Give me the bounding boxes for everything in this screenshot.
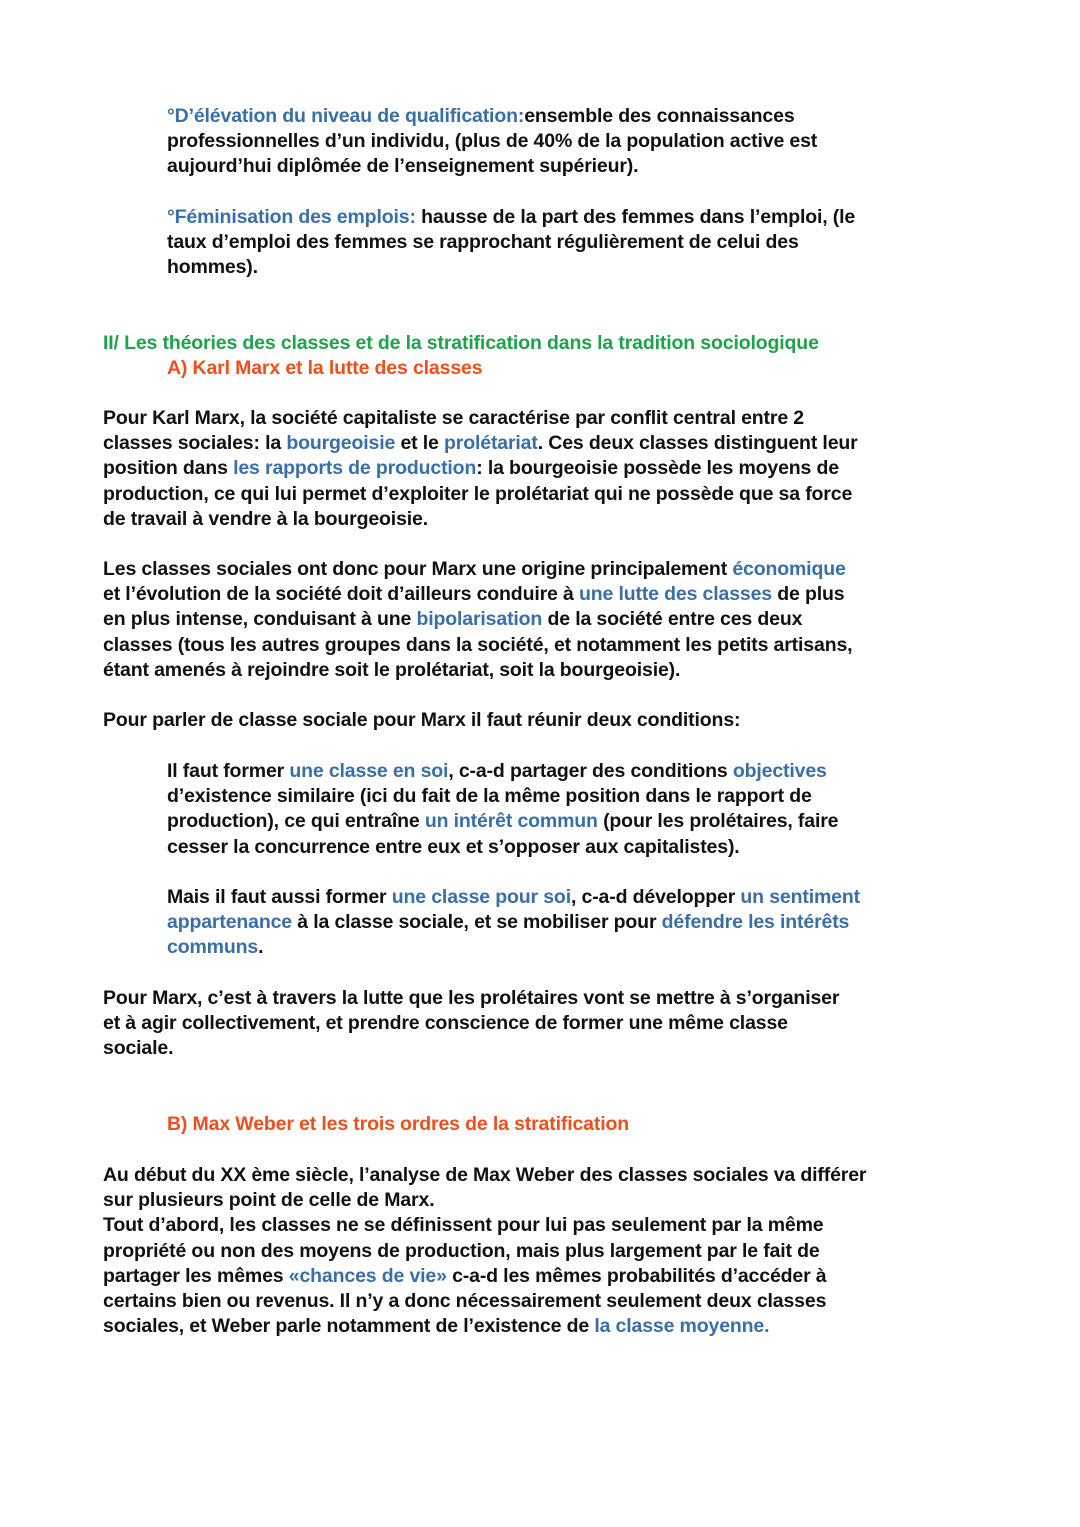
condition-classe-pour-soi	[167, 885, 860, 961]
text-line	[103, 456, 858, 481]
highlighted-term: la classe moyenne.	[594, 1315, 770, 1338]
highlighted-term: prolétariat	[444, 432, 538, 455]
text-segment: production), ce qui entraîne	[167, 810, 425, 833]
text-segment: Mais il faut aussi former	[167, 886, 392, 908]
text-line	[167, 356, 482, 381]
text-line	[167, 910, 860, 935]
text-line	[103, 406, 858, 431]
text-segment: taux d’emploi des femmes se rapprochant régulièrement de celui des	[167, 231, 799, 254]
text-line	[103, 1036, 839, 1061]
text-segment: hausse de la part des femmes dans l’emploi, (le	[415, 206, 856, 228]
text-line	[167, 835, 838, 860]
text-line	[167, 1112, 629, 1137]
text-segment: certains bien ou revenus. Il n’y a donc nécessairement seulement deux classes	[103, 1289, 827, 1312]
text-segment: Pour Karl Marx, la société capitaliste se caractérise par conflit central entre 2	[103, 407, 805, 429]
text-segment: sociale.	[103, 1037, 174, 1060]
highlighted-term: une classe pour soi	[391, 886, 571, 908]
text-line	[167, 205, 855, 230]
highlighted-term: objectives	[732, 760, 827, 782]
text-line	[103, 1289, 866, 1314]
text-segment: Il faut former	[167, 760, 290, 782]
text-segment: ensemble des connaissances	[524, 105, 795, 127]
text-segment: hommes).	[167, 256, 258, 279]
text-segment: sur plusieurs point de celle de Marx.	[103, 1189, 435, 1212]
text-line	[103, 1163, 866, 1188]
text-segment: de travail à vendre à la bourgeoisie.	[103, 507, 428, 530]
highlighted-term: les rapports de production	[233, 457, 477, 480]
text-segment: , c-a-d développer	[570, 886, 741, 908]
text-line	[167, 759, 838, 784]
text-segment: classes sociales: la	[103, 432, 287, 455]
highlighted-term: économique	[732, 558, 846, 580]
highlighted-term: un sentiment	[740, 886, 860, 908]
paragraph-marx-origin	[103, 557, 852, 683]
text-line	[167, 935, 860, 960]
text-line	[167, 784, 838, 809]
highlighted-term: °Féminisation des emplois:	[167, 206, 416, 228]
text-segment: aujourd’hui diplômée de l’enseignement supérieur).	[167, 155, 639, 178]
text-line	[103, 708, 740, 733]
text-line	[103, 1011, 839, 1036]
text-segment: à la classe sociale, et se mobiliser pour	[292, 911, 662, 934]
text-line	[167, 154, 817, 179]
text-segment: c-a-d les mêmes probabilités d’accéder à	[446, 1264, 827, 1287]
text-segment: professionnelles d’un individu, (plus de 40% de la population active est	[167, 130, 818, 153]
text-segment: . Ces deux classes distinguent leur	[537, 432, 858, 455]
highlighted-term: II/ Les théories des classes et de la stratification dans la tradition sociologique	[103, 332, 819, 354]
text-line	[103, 1239, 866, 1264]
highlighted-term: bourgeoisie	[286, 432, 396, 455]
text-line	[103, 658, 852, 683]
text-line	[167, 255, 855, 280]
text-segment: position dans	[103, 457, 234, 480]
text-segment: et l’évolution de la société doit d’ailleurs conduire à	[103, 583, 579, 606]
text-segment: : la bourgeoisie possède les moyens de	[476, 457, 839, 480]
highlighted-term: °D’élévation du niveau de qualification:	[167, 105, 525, 127]
bullet-qualification	[167, 104, 817, 180]
highlighted-term: appartenance	[167, 911, 292, 934]
bullet-feminisation	[167, 205, 855, 281]
highlighted-term: une lutte des classes	[578, 583, 772, 606]
text-line	[103, 607, 852, 632]
text-segment: Pour Marx, c’est à travers la lutte que les prolétaires vont se mettre à s’organiser	[103, 987, 840, 1009]
subheading-b	[167, 1112, 629, 1137]
text-segment: d’existence similaire (ici du fait de la même position dans le rapport de	[167, 785, 812, 808]
text-segment: propriété ou non des moyens de production, mais plus largement par le fait de	[103, 1239, 820, 1262]
text-line	[103, 431, 858, 456]
paragraph-marx-intro	[103, 406, 858, 532]
text-line	[167, 885, 860, 910]
highlighted-term: «chances de vie»	[288, 1264, 447, 1287]
text-segment: cesser la concurrence entre eux et s’opposer aux capitalistes).	[167, 835, 740, 858]
highlighted-term: un intérêt commun	[424, 810, 598, 833]
subheading-a	[167, 356, 482, 381]
text-line	[103, 1213, 866, 1238]
text-line	[167, 129, 817, 154]
text-line	[167, 230, 855, 255]
highlighted-term: B) Max Weber et les trois ordres de la stratification	[167, 1113, 629, 1135]
highlighted-term: défendre les intérêts	[661, 911, 850, 934]
text-segment: Les classes sociales ont donc pour Marx une origine principalement	[103, 558, 733, 580]
text-line	[103, 331, 819, 356]
text-line	[103, 986, 839, 1011]
text-segment: .	[258, 936, 264, 959]
text-segment: en plus intense, conduisant à une	[103, 608, 417, 631]
paragraph-marx-lutte	[103, 986, 839, 1062]
text-segment: et le	[395, 432, 445, 455]
text-segment: production, ce qui lui permet d’exploiter le prolétariat qui ne possède que sa force	[103, 482, 853, 505]
text-segment: partager les mêmes	[103, 1264, 289, 1287]
text-line	[103, 507, 858, 532]
condition-classe-en-soi	[167, 759, 838, 860]
text-line	[103, 1264, 866, 1289]
text-segment: Au début du XX ème siècle, l’analyse de Max Weber des classes sociales va différer	[103, 1164, 867, 1186]
text-segment: étant amenés à rejoindre soit le prolétariat, soit la bourgeoisie).	[103, 658, 681, 681]
highlighted-term: communs	[167, 936, 259, 959]
text-line	[103, 482, 858, 507]
text-segment: classes (tous les autres groupes dans la société, et notamment les petits artisans,	[103, 633, 853, 656]
paragraph-weber	[103, 1163, 866, 1339]
highlighted-term: bipolarisation	[416, 608, 543, 631]
text-line	[167, 104, 817, 129]
text-line	[103, 582, 852, 607]
paragraph-conditions	[103, 708, 740, 733]
text-segment: Tout d’abord, les classes ne se définissent pour lui pas seulement par la même	[103, 1214, 824, 1237]
text-segment: et à agir collectivement, et prendre conscience de former une même classe	[103, 1012, 788, 1035]
text-segment: de la société entre ces deux	[542, 608, 803, 631]
text-segment: , c-a-d partager des conditions	[448, 760, 733, 782]
text-segment: de plus	[772, 583, 845, 606]
text-line	[167, 809, 838, 834]
text-segment: (pour les prolétaires, faire	[597, 810, 839, 833]
text-segment: Pour parler de classe sociale pour Marx il faut réunir deux conditions:	[103, 709, 741, 731]
text-line	[103, 633, 852, 658]
text-line	[103, 1314, 866, 1339]
text-line	[103, 557, 852, 582]
section-heading-ii	[103, 331, 819, 356]
highlighted-term: A) Karl Marx et la lutte des classes	[167, 357, 483, 379]
highlighted-term: une classe en soi	[289, 760, 449, 782]
text-segment: sociales, et Weber parle notamment de l’existence de	[103, 1315, 595, 1338]
text-line	[103, 1188, 866, 1213]
